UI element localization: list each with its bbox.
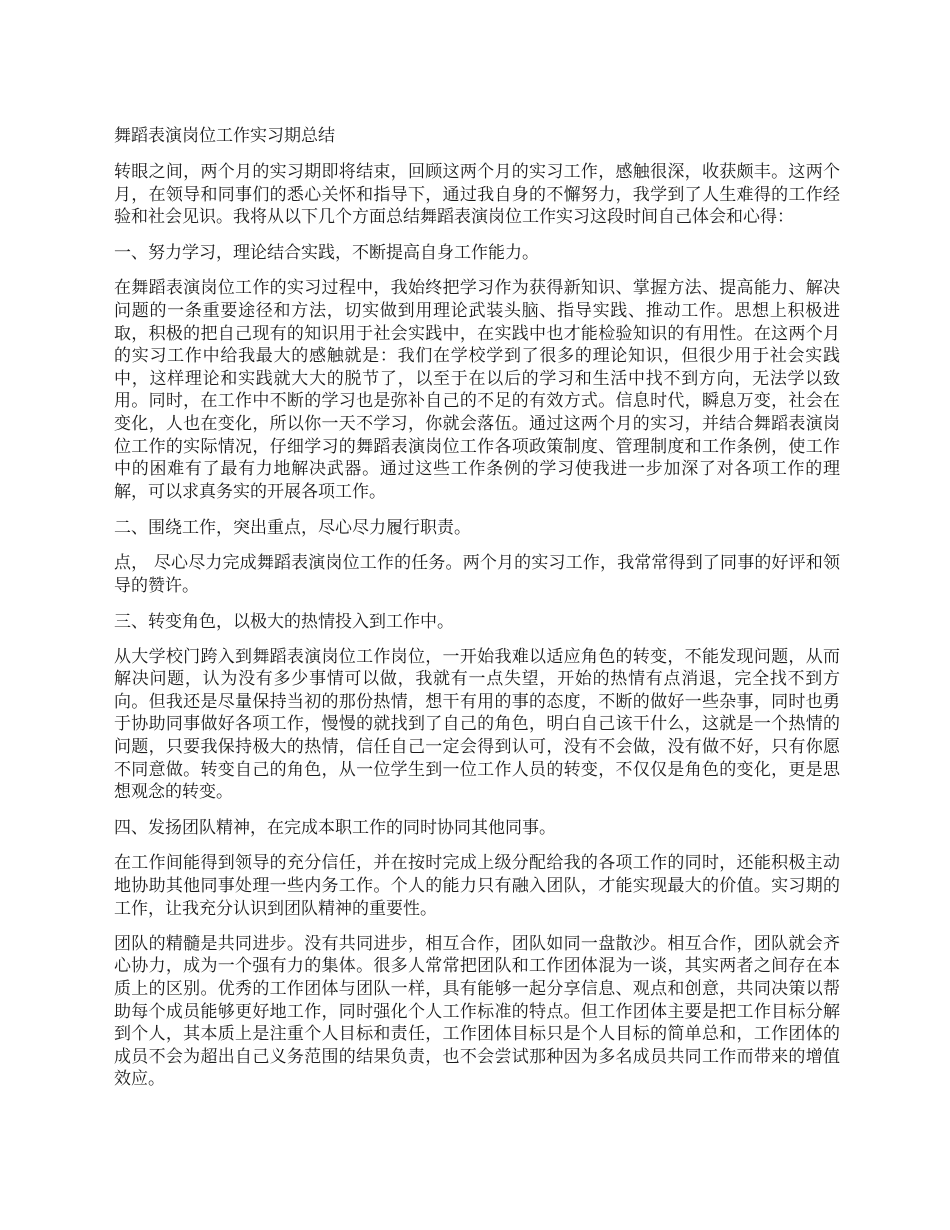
- section-4-paragraph-2: 团队的精髓是共同进步。没有共同进步，相互合作，团队如同一盘散沙。相互合作，团队就会齐心协力，成为一个强有力的集体。很多人常常把团队和工作团体混为一谈，其实两者之间存在本质上的区别。优秀的工作团体与团队一样，具有能够一起分享信息、观点和创意，共同决策以帮助每个成员能够更好地工作，同时强化个人工作标准的特点。但工作团体主要是把工作目标分解到个人，其本质上是注重个人目标和责任，工作团体目标只是个人目标的简单总和，工作团体的成员不会为超出自己义务范围的结果负责，也不会尝试那种因为多名成员共同工作而带来的增值效应。: [114, 933, 840, 1090]
- section-2-paragraph-1: 点， 尽心尽力完成舞蹈表演岗位工作的任务。两个月的实习工作，我常常得到了同事的好评和领导的赞许。: [114, 552, 840, 596]
- section-1-heading: 一、努力学习，理论结合实践，不断提高自身工作能力。: [114, 243, 539, 264]
- intro-paragraph: 转眼之间，两个月的实习期即将结束，回顾这两个月的实习工作，感触很深，收获颇丰。这两个月，在领导和同事们的悉心关怀和指导下，通过我自身的不懈努力，我学到了人生难得的工作经验和社会见识。我将从以下几个方面总结舞蹈表演岗位工作实习这段时间自己体会和心得：: [114, 162, 840, 228]
- section-1-paragraph-1: 在舞蹈表演岗位工作的实习过程中，我始终把学习作为获得新知识、掌握方法、提高能力、解决问题的一条重要途径和方法，切实做到用理论武装头脑、指导实践、推动工作。思想上积极进取，积极的把自己现有的知识用于社会实践中，在实践中也才能检验知识的有用性。在这两个月的实习工作中给我最大的感触就是：我们在学校学到了很多的理论知识，但很少用于社会实践中，这样理论和实践就大大的脱节了，以至于在以后的学习和生活中找不到方向，无法学以致用。同时，在工作中不断的学习也是弥补自己的不足的有效方式。信息时代，瞬息万变，社会在变化，人也在变化，所以你一天不学习，你就会落伍。通过这两个月的实习，并结合舞蹈表演岗位工作的实际情况，仔细学习的舞蹈表演岗位工作各项政策制度、管理制度和工作条例，使工作中的困难有了最有力地解决武器。通过这些工作条例的学习使我进一步加深了对各项工作的理解，可以求真务实的开展各项工作。: [114, 278, 840, 502]
- section-3-paragraph-1: 从大学校门跨入到舞蹈表演岗位工作岗位，一开始我难以适应角色的转变，不能发现问题，从而解决问题，认为没有多少事情可以做，我就有一点失望，开始的热情有点消退，完全找不到方向。但我还是尽量保持当初的那份热情，想干有用的事的态度，不断的做好一些杂事，同时也勇于协助同事做好各项工作，慢慢的就找到了自己的角色，明白自己该干什么，这就是一个热情的问题，只要我保持极大的热情，信任自己一定会得到认可，没有不会做，没有做不好，只有你愿不同意做。转变自己的角色，从一位学生到一位工作人员的转变，不仅仅是角色的变化，更是思想观念的转变。: [114, 646, 840, 803]
- section-4-heading: 四、发扬团队精神，在完成本职工作的同时协同其他同事。: [114, 818, 556, 839]
- section-4-paragraph-1: 在工作间能得到领导的充分信任，并在按时完成上级分配给我的各项工作的同时，还能积极主动地协助其他同事处理一些内务工作。个人的能力只有融入团队，才能实现最大的价值。实习期的工作，让我充分认识到团队精神的重要性。: [114, 853, 840, 919]
- document-title: 舞蹈表演岗位工作实习期总结: [114, 126, 335, 146]
- section-2-heading: 二、围绕工作，突出重点，尽心尽力履行职责。: [114, 517, 471, 538]
- section-3-heading: 三、转变角色，以极大的热情投入到工作中。: [114, 611, 454, 632]
- document-page: [114, 124, 840, 1104]
